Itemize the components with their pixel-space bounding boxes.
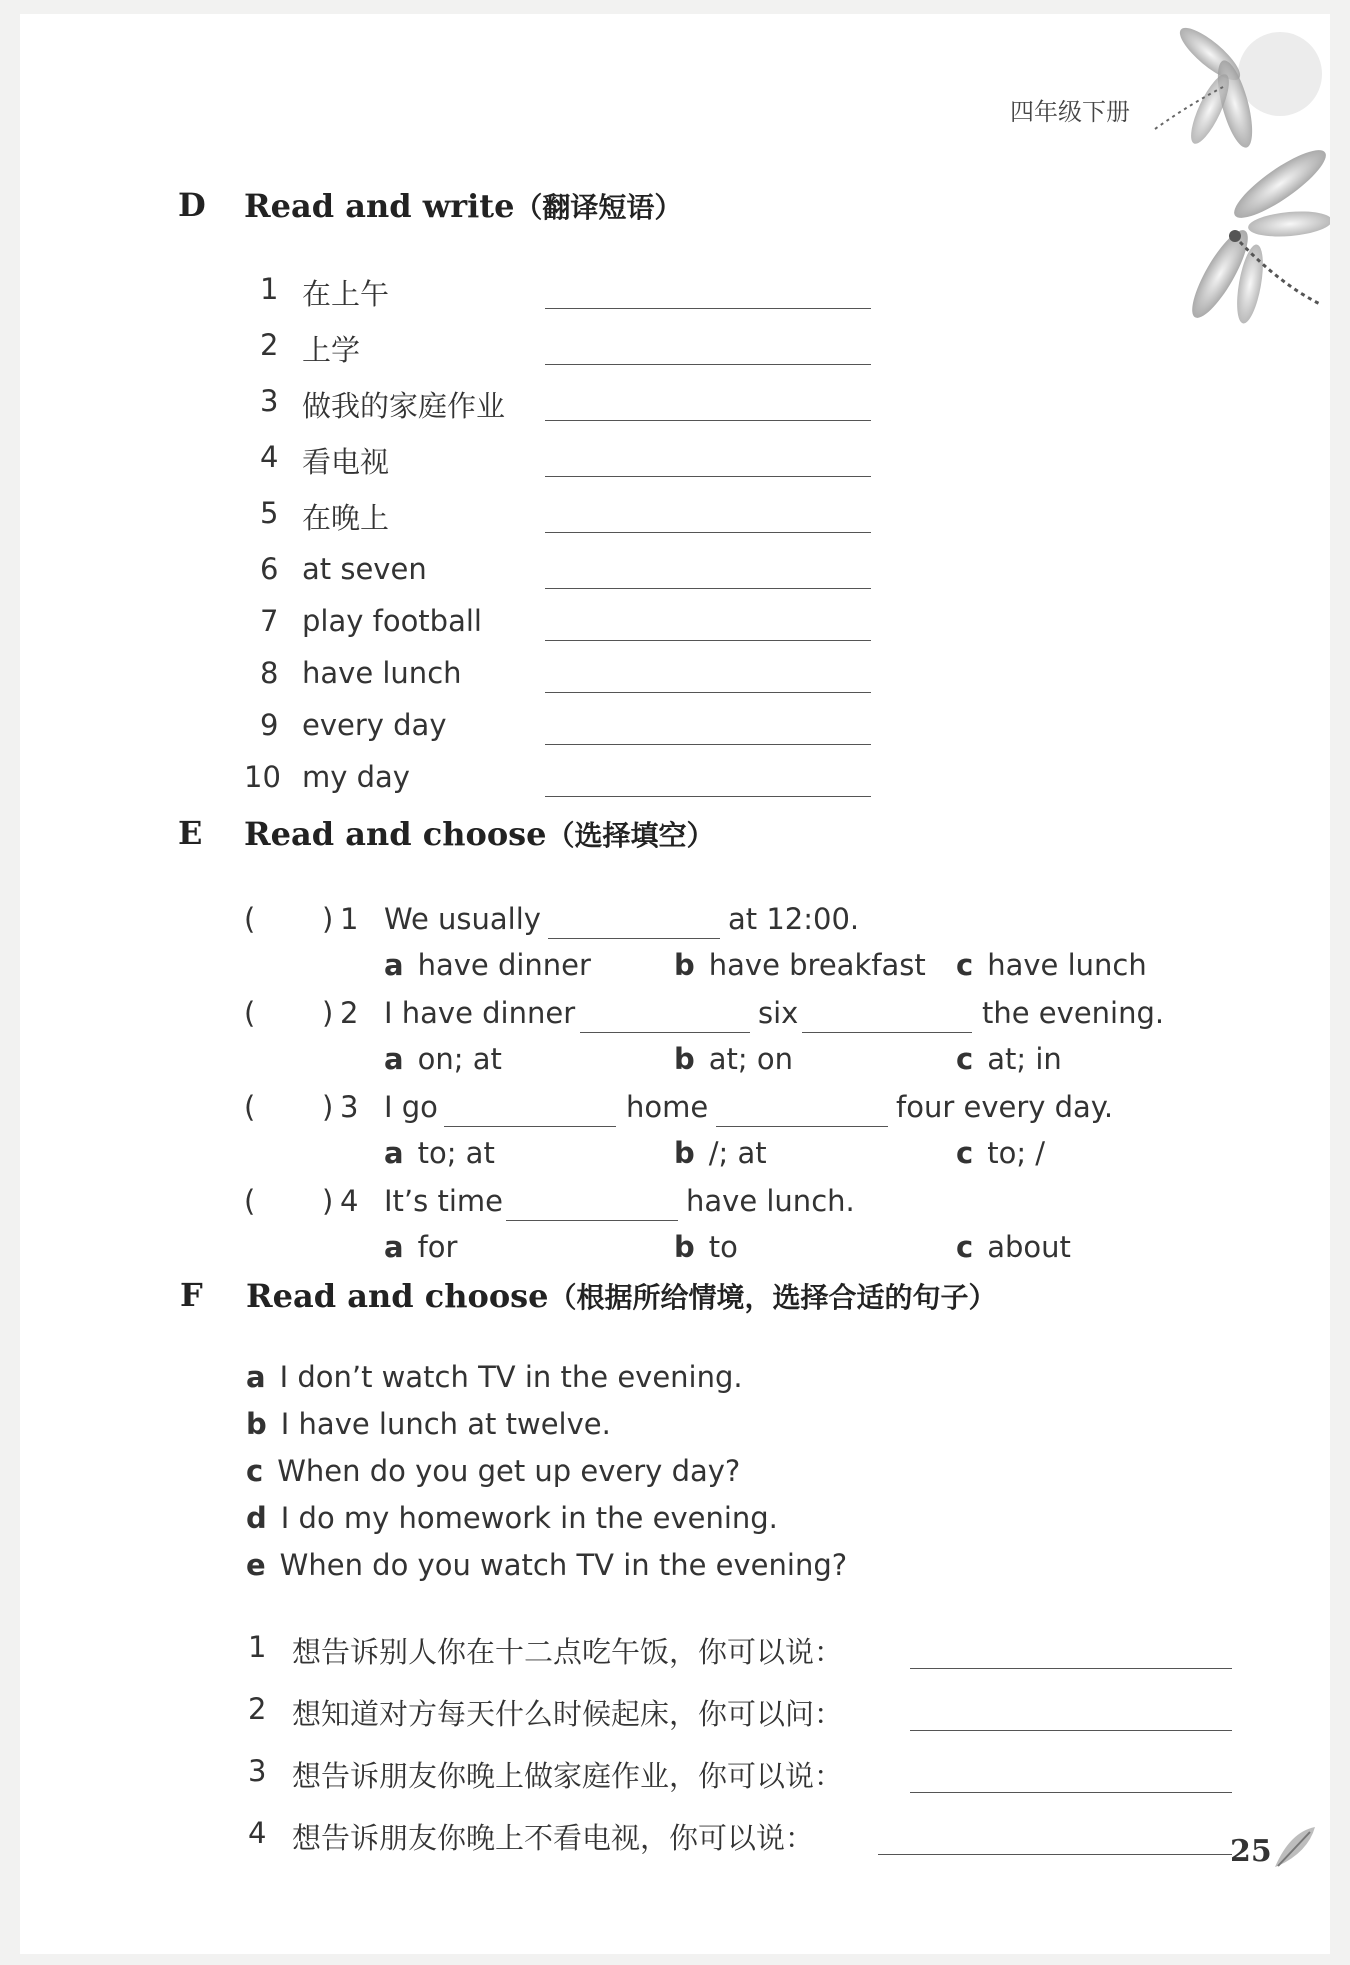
leaf-icon — [1270, 1822, 1320, 1872]
answer-blank[interactable] — [545, 308, 871, 309]
section-f-subtitle: （根据所给情境，选择合适的句子） — [548, 1281, 997, 1314]
scenario-answer-blank[interactable] — [878, 1854, 1232, 1855]
answer-paren-close[interactable]: ) — [322, 1184, 334, 1218]
phrase-text: 做我的家庭作业 — [302, 389, 506, 423]
option-letter: a — [384, 1230, 404, 1264]
item-number: 6 — [260, 552, 279, 586]
book-grade-label: 四年级下册 — [1010, 98, 1130, 126]
option-a[interactable] — [384, 1136, 495, 1170]
item-number: 7 — [260, 604, 279, 638]
answer-blank[interactable] — [545, 796, 871, 797]
section-f-title-text: Read and choose — [246, 1277, 549, 1315]
question-text: four every day. — [896, 1090, 1114, 1124]
sentence-letter: d — [246, 1501, 267, 1535]
question-text: I go — [384, 1090, 438, 1124]
option-text: have dinner — [417, 948, 591, 982]
question-text: I have dinner — [384, 996, 576, 1030]
item-number: 4 — [260, 440, 279, 474]
sentence-d — [246, 1501, 778, 1535]
phrase-text: every day — [302, 708, 447, 742]
sentence-text: I don’t watch TV in the evening. — [279, 1360, 743, 1394]
option-c[interactable] — [956, 1136, 1045, 1170]
scenario-number: 1 — [248, 1630, 267, 1664]
option-a[interactable] — [384, 1042, 502, 1076]
phrase-text: 上学 — [302, 333, 361, 367]
option-letter: a — [384, 948, 404, 982]
option-text: at; in — [987, 1042, 1062, 1076]
option-b[interactable] — [674, 1230, 738, 1264]
option-c[interactable] — [956, 1230, 1071, 1264]
option-letter: c — [956, 1230, 974, 1264]
option-text: about — [987, 1230, 1071, 1264]
scenario-text: 想告诉朋友你晚上做家庭作业，你可以说： — [292, 1759, 844, 1793]
question-text: We usually — [384, 902, 541, 936]
item-number: 2 — [260, 328, 279, 362]
section-d-title — [244, 186, 682, 226]
scenario-text: 想告诉别人你在十二点吃午饭，你可以说： — [292, 1635, 844, 1669]
sentence-text: When do you watch TV in the evening? — [279, 1548, 848, 1582]
option-text: for — [417, 1230, 458, 1264]
scenario-number: 4 — [248, 1816, 267, 1850]
answer-blank[interactable] — [545, 420, 871, 421]
answer-paren-open[interactable]: ( — [244, 996, 256, 1030]
option-text: /; at — [708, 1136, 767, 1170]
option-letter: c — [956, 1136, 974, 1170]
workbook-page — [20, 14, 1330, 1954]
option-letter: a — [384, 1136, 404, 1170]
option-c[interactable] — [956, 1042, 1062, 1076]
option-letter: b — [674, 1042, 695, 1076]
option-b[interactable] — [674, 948, 926, 982]
sentence-a — [246, 1360, 743, 1394]
question-text: have lunch. — [686, 1184, 855, 1218]
sentence-text: I have lunch at twelve. — [280, 1407, 611, 1441]
item-number: 8 — [260, 656, 279, 690]
phrase-text: play football — [302, 604, 482, 638]
section-e-letter: E — [178, 814, 203, 852]
option-a[interactable] — [384, 948, 591, 982]
item-number: 10 — [244, 760, 281, 794]
dragonfly-decoration — [1140, 14, 1330, 354]
phrase-text: 看电视 — [302, 445, 390, 479]
scenario-number: 2 — [248, 1692, 267, 1726]
question-text: the evening. — [982, 996, 1165, 1030]
scenario-text: 想告诉朋友你晚上不看电视，你可以说： — [292, 1821, 815, 1855]
option-text: have breakfast — [708, 948, 926, 982]
fill-blank[interactable] — [716, 1126, 888, 1127]
scenario-answer-blank[interactable] — [910, 1668, 1232, 1669]
section-e-subtitle: （选择填空） — [546, 819, 715, 852]
section-d-letter: D — [178, 186, 206, 224]
item-number: 3 — [260, 384, 279, 418]
question-text: six — [758, 996, 799, 1030]
section-e-title-text: Read and choose — [244, 815, 547, 853]
answer-paren-close[interactable]: ) — [322, 902, 334, 936]
section-d-title-text: Read and write — [244, 187, 515, 225]
phrase-text: 在晚上 — [302, 501, 390, 535]
answer-blank[interactable] — [545, 588, 871, 589]
sentence-letter: c — [246, 1454, 264, 1488]
question-number: 2 — [340, 996, 359, 1030]
section-f-title — [246, 1276, 997, 1316]
fill-blank[interactable] — [444, 1126, 616, 1127]
section-d-subtitle: （翻译短语） — [514, 191, 683, 224]
phrase-text: my day — [302, 760, 410, 794]
option-letter: c — [956, 1042, 974, 1076]
section-f-letter: F — [180, 1276, 203, 1314]
answer-paren-close[interactable]: ) — [322, 1090, 334, 1124]
option-b[interactable] — [674, 1042, 793, 1076]
option-letter: a — [384, 1042, 404, 1076]
option-text: to; at — [417, 1136, 495, 1170]
option-letter: b — [674, 1230, 695, 1264]
option-letter: b — [674, 1136, 695, 1170]
question-number: 1 — [340, 902, 359, 936]
phrase-text: have lunch — [302, 656, 462, 690]
option-text: to; / — [987, 1136, 1046, 1170]
fill-blank[interactable] — [506, 1220, 678, 1221]
option-letter: b — [674, 948, 695, 982]
phrase-text: 在上午 — [302, 277, 390, 311]
option-a[interactable] — [384, 1230, 457, 1264]
question-text: at 12:00. — [728, 902, 860, 936]
sentence-c — [246, 1454, 740, 1488]
option-text: at; on — [708, 1042, 794, 1076]
sentence-text: I do my homework in the evening. — [280, 1501, 778, 1535]
item-number: 1 — [260, 272, 279, 306]
answer-paren-open[interactable]: ( — [244, 1184, 256, 1218]
fill-blank[interactable] — [580, 1032, 750, 1033]
answer-paren-open[interactable]: ( — [244, 902, 256, 936]
sentence-letter: b — [246, 1407, 267, 1441]
answer-blank[interactable] — [545, 640, 871, 641]
option-text: on; at — [417, 1042, 502, 1076]
question-text: It’s time — [384, 1184, 503, 1218]
sentence-b — [246, 1407, 611, 1441]
answer-paren-close[interactable]: ) — [322, 996, 334, 1030]
scenario-text: 想知道对方每天什么时候起床，你可以问： — [292, 1697, 844, 1731]
option-c[interactable] — [956, 948, 1147, 982]
option-b[interactable] — [674, 1136, 767, 1170]
option-text: to — [708, 1230, 738, 1264]
sentence-letter: a — [246, 1360, 266, 1394]
item-number: 9 — [260, 708, 279, 742]
scenario-answer-blank[interactable] — [910, 1792, 1232, 1793]
answer-blank[interactable] — [545, 692, 871, 693]
scenario-number: 3 — [248, 1754, 267, 1788]
question-number: 4 — [340, 1184, 359, 1218]
fill-blank[interactable] — [548, 938, 720, 939]
sentence-letter: e — [246, 1548, 266, 1582]
question-number: 3 — [340, 1090, 359, 1124]
answer-blank[interactable] — [545, 476, 871, 477]
sentence-e — [246, 1548, 847, 1582]
sentence-text: When do you get up every day? — [277, 1454, 741, 1488]
page-number: 25 — [1230, 1834, 1272, 1869]
section-e-title — [244, 814, 715, 854]
fill-blank[interactable] — [802, 1032, 972, 1033]
option-text: have lunch — [987, 948, 1147, 982]
question-text: home — [626, 1090, 709, 1124]
answer-blank[interactable] — [545, 744, 871, 745]
item-number: 5 — [260, 496, 279, 530]
option-letter: c — [956, 948, 974, 982]
answer-blank[interactable] — [545, 532, 871, 533]
answer-blank[interactable] — [545, 364, 871, 365]
answer-paren-open[interactable]: ( — [244, 1090, 256, 1124]
phrase-text: at seven — [302, 552, 427, 586]
scenario-answer-blank[interactable] — [910, 1730, 1232, 1731]
